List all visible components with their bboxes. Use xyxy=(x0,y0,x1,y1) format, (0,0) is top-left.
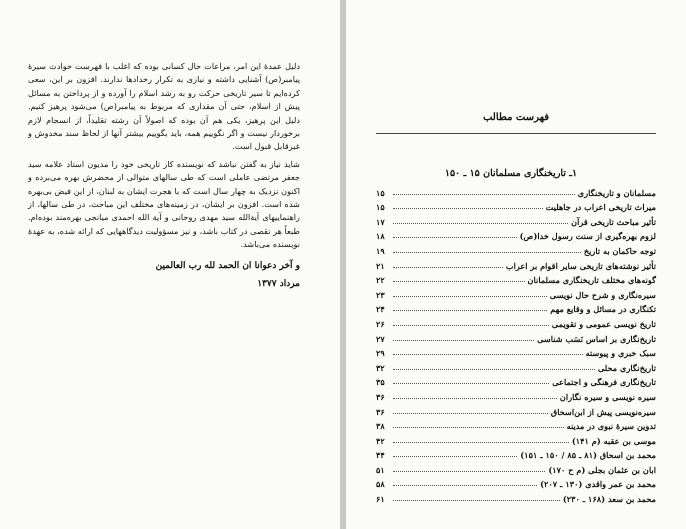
toc-entry[interactable] xyxy=(376,256,656,271)
left-page xyxy=(0,0,340,529)
section-heading: ۱ـ تاریخنگاری مسلمانان ۱۵ ـ ۱۵۰ xyxy=(444,168,578,179)
toc-entry-title: سیره‌نگاری و شرح حال نویسی xyxy=(549,289,656,300)
toc-entry[interactable] xyxy=(376,329,656,344)
toc-entry[interactable] xyxy=(376,271,656,286)
toc-entry[interactable] xyxy=(376,431,656,446)
toc-entry-page: ۲۲ xyxy=(376,275,385,286)
dot-leader xyxy=(393,413,548,414)
toc-entry-title: مسلمانان و تاریخنگاری xyxy=(577,187,656,198)
preface-paragraph: شاید نیاز به گفتن نباشد که نویسنده کار تاریخی خود را مدیون استاد علامه سید جعفر مرتضی عاملی است که طی سالهای متوالی از محضرش بهره می‌برده و اکنون نزدیک به چهار سال است که با هجرت ایشان به لبنان، از این فیض بی‌بهره شده است. افزون بر ایشان، در زمینه‌های مختلف این مباحث، در طی سالها، از راهنماییهای آیة‌الله سید مهدی روحانی و آیة الله احمدی میانجی بهره‌مند بوده‌ام. طبعاً هر نقصی در کتاب باشد، و نیز مسؤولیت دیدگاههایی که ارائه شده، به عهدهٔ نویسنده می‌باشد. xyxy=(28,158,300,250)
toc-entry-page: ۱۵ xyxy=(376,187,385,198)
toc-entry-title: سیره نویسی و سیره نگاران xyxy=(559,391,656,402)
toc-entry-title: میراث تاریخی اعراب در جاهلیت xyxy=(545,202,656,213)
toc-entry-page: ۲۳ xyxy=(376,289,385,300)
toc-entry-page: ۳۲ xyxy=(376,362,385,373)
toc-entry-page: ۱۷ xyxy=(376,216,385,227)
toc-entry-page: ۵۱ xyxy=(376,464,385,475)
dot-leader xyxy=(393,500,560,501)
dot-leader xyxy=(393,208,543,209)
toc-entry[interactable] xyxy=(376,358,656,373)
toc-entry-title: تدوین سیرهٔ نبوی در مدینه xyxy=(566,421,656,432)
dot-leader xyxy=(393,310,547,311)
toc-entry-page: ۶۱ xyxy=(376,494,385,505)
toc-entry[interactable] xyxy=(376,344,656,359)
page-title: فهرست مطالب xyxy=(482,112,550,123)
right-page xyxy=(346,0,686,529)
toc-entry[interactable] xyxy=(376,241,656,256)
toc-entry[interactable] xyxy=(376,387,656,402)
toc-entry-title: تأثیر مباحث تاریخی قرآن xyxy=(571,216,656,227)
dot-leader xyxy=(393,281,525,282)
preface-paragraph: دلیل عمدهٔ این امر، مراعات حال کسانی بوده که اغلب با فهرست حوادث سیرهٔ پیامبر(ص) آشنایی داشته و نیازی به تکرار رخدادها ندارند. افزون بر این، سعی کرده‌ایم تا سیر تاریخی حرکت رو به رشد اسلام را آورده و از پرداختن به مسائل پیش از اسلام، حتی آن مقداری که مربوط به پیامبر(ص) می‌شود پرهیز کنیم. دلیل این پرهیز، یکی هم آن بوده که اصولاً آن رشته تقلیداً، از انسجام لازم برخوردار نیست و اگر نگوییم همه، باید بگوییم بیشتر آنها از لحاظ سند مخدوش و غیرقابل قبول است. xyxy=(28,61,300,152)
toc-entry-title: تاریخ‌نگاری محلی xyxy=(597,362,656,373)
toc-entry-title: لزوم بهره‌گیری از سنت رسول خدا(ص) xyxy=(519,231,656,242)
toc-entry[interactable] xyxy=(376,183,656,198)
toc-entry[interactable] xyxy=(376,212,656,227)
toc-entry[interactable] xyxy=(376,314,656,329)
dot-leader xyxy=(393,427,564,428)
toc-entry[interactable] xyxy=(376,227,656,242)
toc-entry[interactable] xyxy=(376,460,656,475)
dot-leader xyxy=(393,340,534,341)
toc-entry-page: ۴۲ xyxy=(376,435,385,446)
dot-leader xyxy=(393,252,581,253)
toc-entry-title: تاریخ‌نگاری فرهنگی و اجتماعی xyxy=(552,377,656,388)
date-line: مرداد ۱۳۷۷ xyxy=(257,279,300,289)
title-divider xyxy=(376,133,656,134)
dot-leader xyxy=(393,296,547,297)
toc-entry[interactable] xyxy=(376,475,656,490)
dot-leader xyxy=(393,485,537,486)
toc-entry-page: ۲۹ xyxy=(376,348,385,359)
toc-entry-title: گونه‌های مختلف تاریخنگاری مسلمانان xyxy=(527,275,656,286)
dot-leader xyxy=(393,354,583,355)
toc-entry[interactable] xyxy=(376,300,656,315)
toc-entry-page: ۱۸ xyxy=(376,231,385,242)
dot-leader xyxy=(393,369,595,370)
toc-entry-title: تاریخ‌نگاری بر اساس نَسَب شناسی xyxy=(537,333,656,344)
toc-entry[interactable] xyxy=(376,489,656,504)
toc-list xyxy=(376,183,656,504)
dot-leader xyxy=(393,325,549,326)
dot-leader xyxy=(393,194,575,195)
toc-entry-page: ۵۸ xyxy=(376,479,385,490)
dot-leader xyxy=(393,471,545,472)
toc-entry[interactable] xyxy=(376,285,656,300)
toc-entry-title: محمد بن اسحاق (۸۱ ـ ۸۵ / ۱۵۰ ـ ۱۵۱) xyxy=(520,450,656,461)
toc-entry-page: ۲۷ xyxy=(376,333,385,344)
dot-leader xyxy=(393,383,549,384)
dot-leader xyxy=(393,456,517,457)
toc-entry-title: تاریخ نویسی عمومی و تقویمی xyxy=(551,318,656,329)
toc-entry[interactable] xyxy=(376,417,656,432)
toc-entry-title: سیره‌نویسی پیش از ابن‌اسحاق xyxy=(550,406,656,417)
toc-entry[interactable] xyxy=(376,402,656,417)
toc-entry-title: محمد بن سعد (۱۶۸ ـ ۲۳۰) xyxy=(562,494,656,505)
toc-entry-title: محمد بن عمر واقدی (۱۳۰ ـ ۲۰۷) xyxy=(540,479,656,490)
dot-leader xyxy=(393,267,503,268)
closing-prayer: و آخر دعوانا ان الحمد لله رب العالمین xyxy=(155,261,300,271)
dot-leader xyxy=(393,398,557,399)
toc-entry-page: ۴۴ xyxy=(376,450,385,461)
toc-entry-title: تکنگاری در مسائل و وقایع مهم xyxy=(550,304,656,315)
toc-entry[interactable] xyxy=(376,446,656,461)
toc-entry[interactable] xyxy=(376,373,656,388)
toc-entry-title: موسی بن عقبه (م ۱۴۱) xyxy=(571,435,656,446)
dot-leader xyxy=(393,237,517,238)
dot-leader xyxy=(393,223,568,224)
toc-entry[interactable] xyxy=(376,198,656,213)
toc-entry-page: ۱۵ xyxy=(376,202,385,213)
toc-entry-page: ۳۵ xyxy=(376,377,385,388)
toc-entry-page: ۱۹ xyxy=(376,245,385,256)
toc-entry-title: تأثیر نوشته‌های تاریخی سایر اقوام بر اعراب xyxy=(505,260,656,271)
toc-entry-page: ۲۶ xyxy=(376,318,385,329)
toc-entry-title: ابان بن عثمان بجلی (م ح ۱۷۰) xyxy=(548,464,656,475)
toc-entry-page: ۲۴ xyxy=(376,304,385,315)
dot-leader xyxy=(393,442,569,443)
toc-entry-page: ۳۶ xyxy=(376,406,385,417)
preface-text xyxy=(28,60,300,256)
toc-entry-page: ۳۶ xyxy=(376,391,385,402)
toc-entry-title: سبک خبری و پیوسته xyxy=(585,348,656,359)
toc-entry-page: ۲۱ xyxy=(376,260,385,271)
toc-entry-title: توجه حاکمان به تاریخ xyxy=(583,245,656,256)
closing-block xyxy=(28,257,300,293)
toc-entry-page: ۳۸ xyxy=(376,421,385,432)
